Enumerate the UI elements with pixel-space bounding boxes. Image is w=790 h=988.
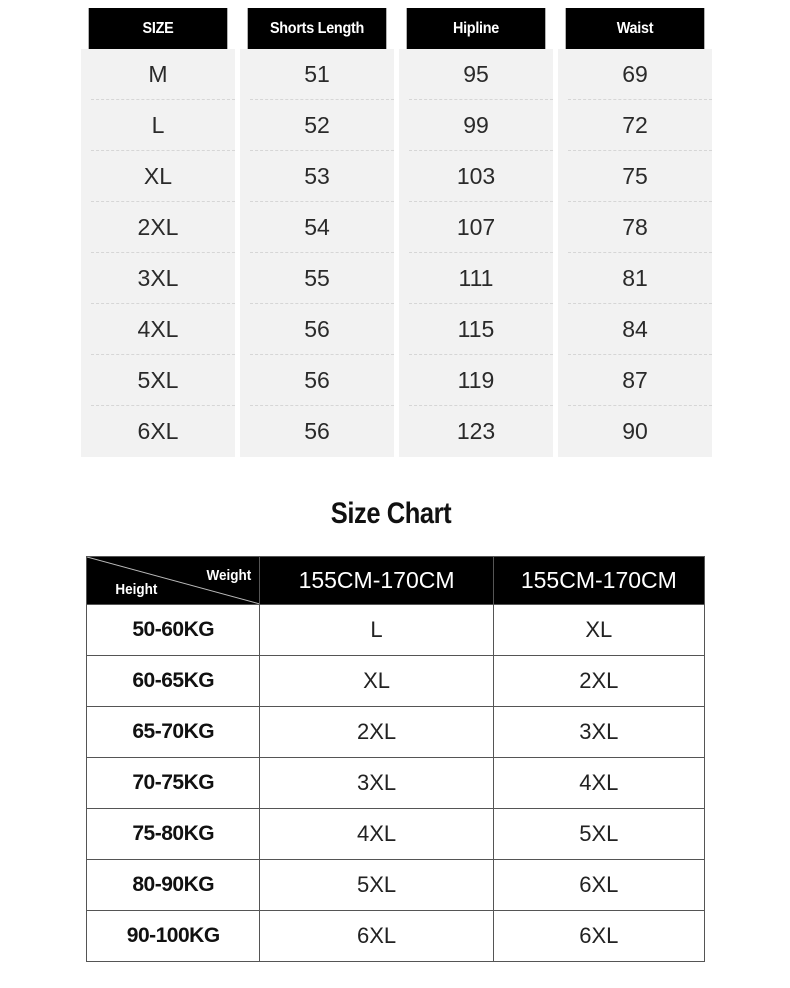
- table-row: [87, 605, 705, 656]
- table-cell: 69: [558, 49, 712, 100]
- waist-column: [558, 8, 712, 457]
- table-cell: 54: [240, 202, 394, 253]
- table-cell: L: [81, 100, 235, 151]
- table-cell: 56: [240, 406, 394, 457]
- measurement-table: [81, 8, 712, 457]
- table-cell: 6XL: [81, 406, 235, 457]
- weight-range: 90-100KG: [87, 911, 260, 962]
- table-row: [87, 707, 705, 758]
- size-value: XL: [260, 656, 493, 707]
- table-row: [87, 860, 705, 911]
- table-cell: 99: [399, 100, 553, 151]
- size-value: 4XL: [260, 809, 493, 860]
- table-cell: 53: [240, 151, 394, 202]
- size-value: 4XL: [493, 758, 704, 809]
- size-value: 6XL: [493, 911, 704, 962]
- size-chart-title: Size Chart: [330, 497, 452, 530]
- size-value: 3XL: [260, 758, 493, 809]
- hipline-column: [399, 8, 553, 457]
- weight-range: 70-75KG: [87, 758, 260, 809]
- table-cell: 4XL: [81, 304, 235, 355]
- table-cell: 95: [399, 49, 553, 100]
- size-value: XL: [493, 605, 704, 656]
- weight-range: 80-90KG: [87, 860, 260, 911]
- table-cell: 81: [558, 253, 712, 304]
- table-cell: 84: [558, 304, 712, 355]
- table-cell: 119: [399, 355, 553, 406]
- table-cell: 78: [558, 202, 712, 253]
- weight-range: 65-70KG: [87, 707, 260, 758]
- size-value: 2XL: [260, 707, 493, 758]
- weight-label: Weight: [206, 567, 251, 584]
- weight-range: 50-60KG: [87, 605, 260, 656]
- header-hipline: Hipline: [407, 8, 546, 49]
- table-row: [87, 656, 705, 707]
- table-cell: 56: [240, 304, 394, 355]
- table-cell: 123: [399, 406, 553, 457]
- weight-range: 75-80KG: [87, 809, 260, 860]
- table-cell: 52: [240, 100, 394, 151]
- table-cell: 51: [240, 49, 394, 100]
- weight-range: 60-65KG: [87, 656, 260, 707]
- table-cell: 115: [399, 304, 553, 355]
- table-cell: 103: [399, 151, 553, 202]
- table-cell: 56: [240, 355, 394, 406]
- table-cell: 87: [558, 355, 712, 406]
- table-cell: 5XL: [81, 355, 235, 406]
- size-value: 5XL: [260, 860, 493, 911]
- table-row: [87, 911, 705, 962]
- table-row: [87, 809, 705, 860]
- size-value: 5XL: [493, 809, 704, 860]
- table-cell: 3XL: [81, 253, 235, 304]
- size-value: 3XL: [493, 707, 704, 758]
- size-value: 2XL: [493, 656, 704, 707]
- table-cell: 107: [399, 202, 553, 253]
- table-cell: XL: [81, 151, 235, 202]
- header-height-range: 155CM-170CM: [493, 557, 704, 605]
- size-column: [81, 8, 235, 457]
- corner-header: [87, 557, 260, 605]
- size-value: L: [260, 605, 493, 656]
- size-chart-table: [86, 556, 705, 962]
- shorts-length-column: [240, 8, 394, 457]
- table-cell: 2XL: [81, 202, 235, 253]
- size-chart-header-row: [87, 557, 705, 605]
- table-cell: M: [81, 49, 235, 100]
- header-height-range: 155CM-170CM: [260, 557, 493, 605]
- size-value: 6XL: [260, 911, 493, 962]
- height-label: Height: [115, 581, 158, 598]
- table-cell: 55: [240, 253, 394, 304]
- size-value: 6XL: [493, 860, 704, 911]
- table-cell: 75: [558, 151, 712, 202]
- header-size: SIZE: [89, 8, 228, 49]
- table-cell: 72: [558, 100, 712, 151]
- header-waist: Waist: [566, 8, 705, 49]
- header-shorts-length: Shorts Length: [248, 8, 387, 49]
- table-row: [87, 758, 705, 809]
- table-cell: 90: [558, 406, 712, 457]
- table-cell: 111: [399, 253, 553, 304]
